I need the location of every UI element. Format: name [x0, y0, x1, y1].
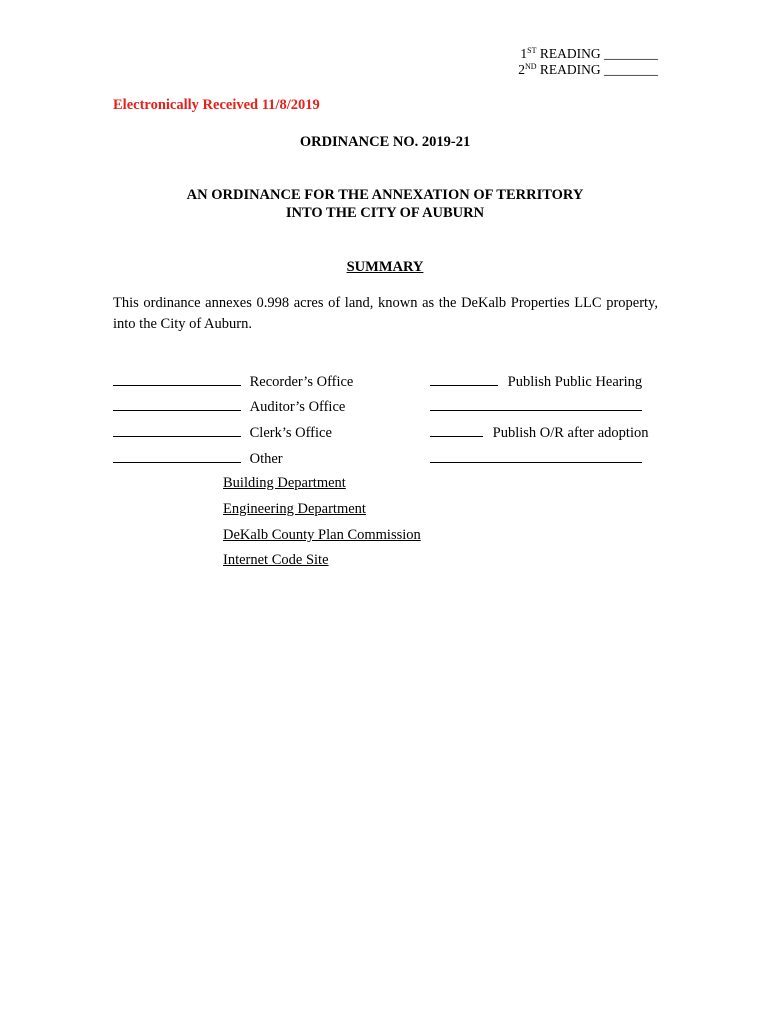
distribution-right-row: [430, 373, 642, 391]
distribution-right-label: Publish O/R after adoption: [492, 425, 649, 441]
distribution-right-row: [430, 398, 642, 416]
distribution-right-row: [430, 424, 649, 442]
summary-paragraph: This ordinance annexes 0.998 acres of land, known as the DeKalb Properties LLC property, into the City of Auburn.: [113, 295, 658, 332]
distribution-right-row: [430, 450, 642, 468]
distribution-left-label: Auditor’s Office: [249, 399, 346, 415]
electronic-received-stamp: Electronically Received 11/8/2019: [113, 97, 320, 113]
second-reading-suffix: ND: [524, 62, 537, 71]
first-reading-suffix: ST: [527, 46, 537, 55]
distribution-left-row: [113, 373, 353, 391]
ordinance-number: ORDINANCE NO. 2019-21: [299, 134, 471, 150]
distribution-left-label: Recorder’s Office: [249, 374, 354, 390]
first-reading-label: READING ________: [539, 46, 658, 61]
signoff-blank: [113, 450, 241, 463]
ordinance-title-line-2: INTO THE CITY OF AUBURN: [285, 205, 485, 221]
signoff-blank: [430, 398, 642, 411]
distribution-left-row: [113, 424, 332, 442]
signoff-blank: [113, 373, 241, 386]
distribution-left-label: Other: [249, 451, 283, 467]
distribution-right-label: Publish Public Hearing: [507, 374, 643, 390]
distribution-left-label: Clerk’s Office: [249, 425, 332, 441]
signoff-blank: [113, 424, 241, 437]
second-reading-label: READING ________: [539, 62, 658, 77]
distribution-left-row: [113, 450, 283, 468]
ordinance-title-line-1: AN ORDINANCE FOR THE ANNEXATION OF TERRITORY: [186, 187, 584, 203]
recipient-plan-commission: DeKalb County Plan Commission: [223, 527, 421, 543]
summary-heading: SUMMARY: [346, 259, 424, 275]
signoff-blank: [430, 424, 483, 437]
signoff-blank: [430, 450, 642, 463]
recipient-engineering-department: Engineering Department: [223, 501, 366, 517]
signoff-blank: [430, 373, 498, 386]
second-reading-number: 2: [518, 62, 525, 77]
distribution-left-row: [113, 398, 345, 416]
recipient-building-department: Building Department: [223, 475, 346, 491]
first-reading-line: [520, 46, 658, 62]
first-reading-number: 1: [520, 46, 528, 61]
recipient-internet-code-site: Internet Code Site: [223, 552, 329, 568]
second-reading-line: [518, 62, 658, 78]
signoff-blank: [113, 398, 241, 411]
